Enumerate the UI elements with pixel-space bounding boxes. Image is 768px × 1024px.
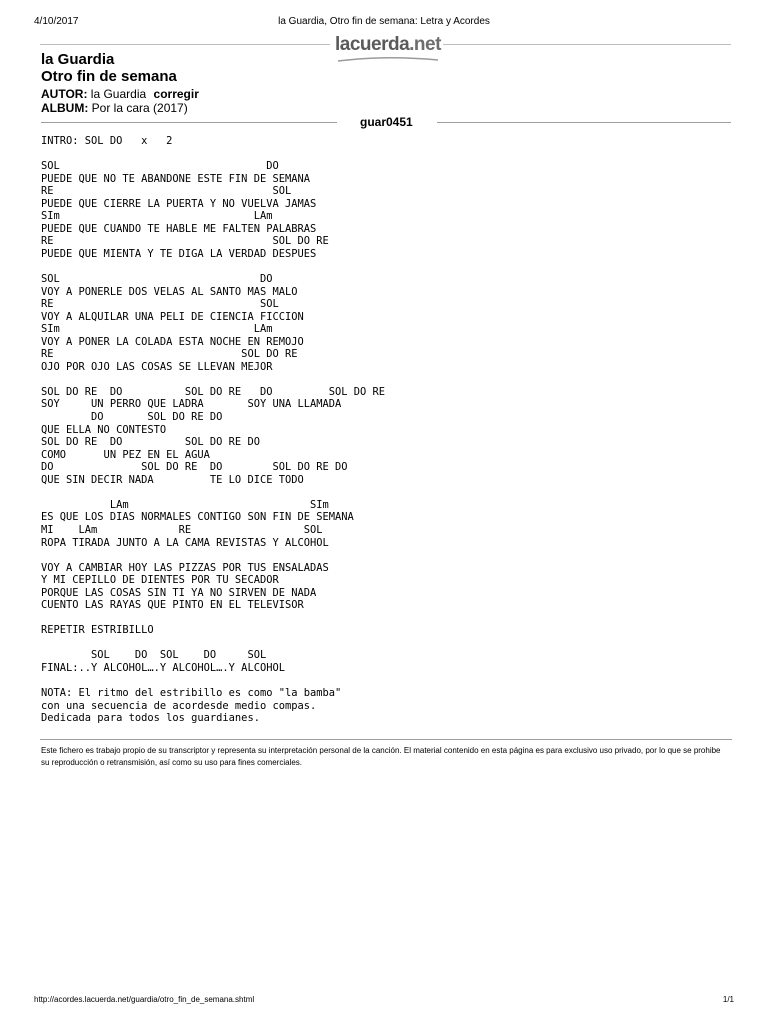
transcriber-name[interactable]: guar0451 [360,115,413,129]
chords-lyrics: INTRO: SOL DO x 2 SOL DO PUEDE QUE NO TE ABANDONE ESTE FIN DE SEMANA RE SOL PUEDE QUE CIERRE LA PUERTA Y NO VUELVA JAMAS SIm LAm PUEDE QUE CUANDO TE HABLE ME FALTEN PALABRAS RE SOL DO RE PUEDE QUE MIENTA Y TE DIGA LA VERDAD DESPUES SOL DO VOY A PONERLE DOS VELAS AL SANTO MAS MALO RE SOL VOY A ALQUILAR UNA PELI DE CIENCIA FICCION SIm LAm VOY A PONER LA COLADA ESTA NOCHE EN REMOJO RE SOL DO RE OJO POR OJO LAS COSAS SE LLEVAN MEJOR SOL DO RE DO SOL DO RE DO SOL DO RE SOY UN PERRO QUE LADRA SOY UNA LLAMADA DO SOL DO RE DO QUE ELLA NO CONTESTO SOL DO RE DO SOL DO RE DO COMO UN PEZ EN EL AGUA DO SOL DO RE DO SOL DO RE DO QUE SIN DECIR NADA TE LO DICE TODO LAm SIm ES QUE LOS DIAS NORMALES CONTIGO SON FIN DE SEMANA MI LAm RE SOL ROPA TIRADA JUNTO A LA CAMA REVISTAS Y ALCOHOL VOY A CAMBIAR HOY LAS PIZZAS POR TUS ENSALADAS Y MI CEPILLO DE DIENTES POR TU SECADOR PORQUE LAS COSAS SIN TI YA NO SIRVEN DE NADA CUENTO LAS RAYAS QUE PINTO EN EL TELEVISOR REPETIR ESTRIBILLO SOL DO SOL DO SOL FINAL:..Y ALCOHOL….Y ALCOHOL….Y ALCOHOL NOTA: El ritmo del estribillo es como "la bamba" con una secuencia de acordesde medio compas. Dedicada para todos los guardianes. [41,135,386,725]
album-label: ALBUM: [41,101,89,115]
edit-link[interactable]: corregir [153,87,199,101]
autor-value: la Guardia [90,87,147,101]
site-logo-suffix: .net [409,34,441,55]
site-logo-text: lacuerda [335,34,410,55]
album-value: Por la cara (2017) [91,101,188,115]
print-title: la Guardia, Otro fin de semana: Letra y Acordes [278,16,490,27]
header-divider-right [443,44,731,45]
site-logo[interactable] [335,34,441,56]
autor-label: AUTOR: [41,87,88,101]
header-divider-left [40,44,330,45]
print-url: http://acordes.lacuerda.net/guardia/otro_fin_de_semana.shtml [34,995,255,1004]
transcriber-divider-right [437,122,731,123]
autor-line [41,87,199,101]
print-page-number: 1/1 [722,995,734,1004]
footer-divider [40,739,732,740]
album-line [41,101,188,115]
print-header [0,16,768,32]
song-title: Otro fin de semana [41,68,177,85]
print-date: 4/10/2017 [34,16,79,27]
logo-swoosh-icon [336,55,440,63]
transcriber-divider-left [41,122,337,123]
disclaimer-text: Este fichero es trabajo propio de su transcriptor y representa su interpretación personal de la canción. El material contenido en esta página es para exclusivo uso privado, por lo que se prohibe su reproducción o retransmisión, así como su uso para fines comerciales. [41,746,721,767]
song-artist: la Guardia [41,51,115,68]
